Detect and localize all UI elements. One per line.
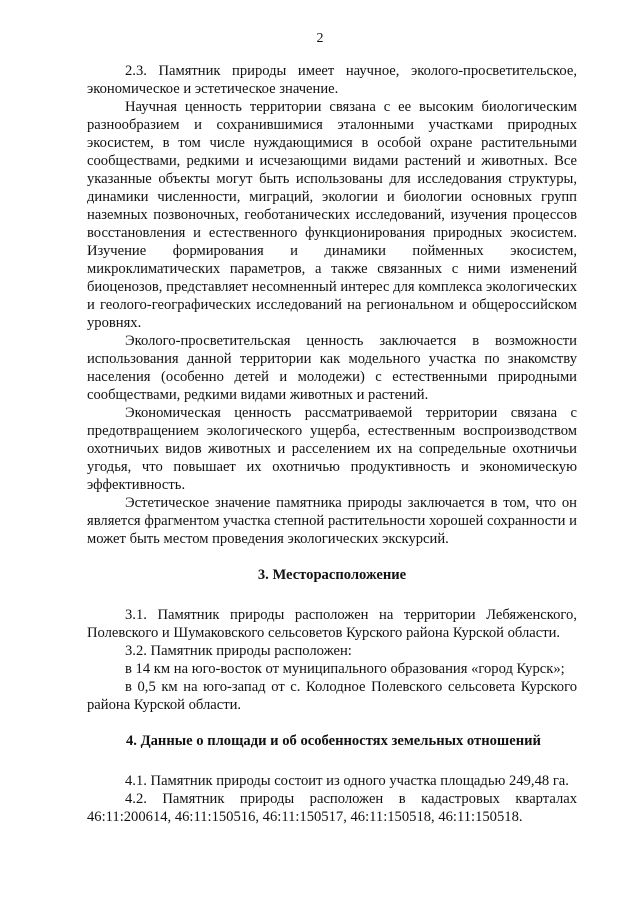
paragraph-educational-value: Эколого-просветительская ценность заключается в возможности использования данной территории как модельного участка по знакомству населения (особенно детей и молодежи) с естественными природными сообществами, редкими видами животных и растений. [87,333,577,403]
paragraph-location-kursk: в 14 км на юго-восток от муниципального образования «город Курск»; [125,661,565,677]
spacer [87,714,577,732]
paragraph-location-kolodnoe: в 0,5 км на юго-запад от с. Колодное Полевского сельсовета Курского района Курской области. [87,679,577,713]
paragraph-scientific-value: Научная ценность территории связана с ее высоким биологическим разнообразием и сохранившимися эталонными участками природных экосистем, в том числе нуждающимися в особой охране растительными сообществами, редкими и исчезающими видами растений и животных. Все указанные объекты могут быть использованы для исследования структуры, динамики численности, миграций, экологии и биологии основных групп наземных позвоночных, геоботанических исследований, изучения процессов восстановления и естественного функционирования природных экосистем. Изучение формирования и динамики пойменных экосистем, микроклиматических параметров, а также связанных с ними изменений биоценозов, представляет несомненный интерес для комплекса экологических и геолого-географических исследований на региональном и общероссийском уровнях. [87,99,577,331]
paragraph-3-1: 3.1. Памятник природы расположен на территории Лебяженского, Полевского и Шумаковского сельсоветов Курского района Курской области. [87,607,577,641]
page-number: 2 [316,31,324,46]
paragraph-4-2: 4.2. Памятник природы расположен в кадастровых кварталах 46:11:200614, 46:11:150516, 46:11:150517, 46:11:150518, 46:11:150518. [87,791,577,825]
spacer [87,750,577,772]
document-body [87,62,577,826]
paragraph-4-1: 4.1. Памятник природы состоит из одного участка площадью 249,48 га. [125,773,569,789]
paragraph-3-2: 3.2. Памятник природы расположен: [125,643,352,659]
section-3-heading: 3. Месторасположение [257,567,407,583]
paragraph-aesthetic-value: Эстетическое значение памятника природы заключается в том, что он является фрагментом участка степной растительности хорошей сохранности и может быть местом проведения экологических экскурсий. [87,495,577,547]
spacer [87,584,577,606]
paragraph-2-3: 2.3. Памятник природы имеет научное, эколого-просветительское, экономическое и эстетическое значение. [87,63,577,97]
spacer [87,548,577,566]
section-4-heading: 4. Данные о площади и об особенностях земельных отношений [126,733,541,749]
paragraph-economic-value: Экономическая ценность рассматриваемой территории связана с предотвращением экологического ущерба, естественным воспроизводством охотничьих видов животных и расселением их на сопредельные охотничьи угодья, что повышает их охотничью продуктивность и экономическую эффективность. [87,405,577,493]
